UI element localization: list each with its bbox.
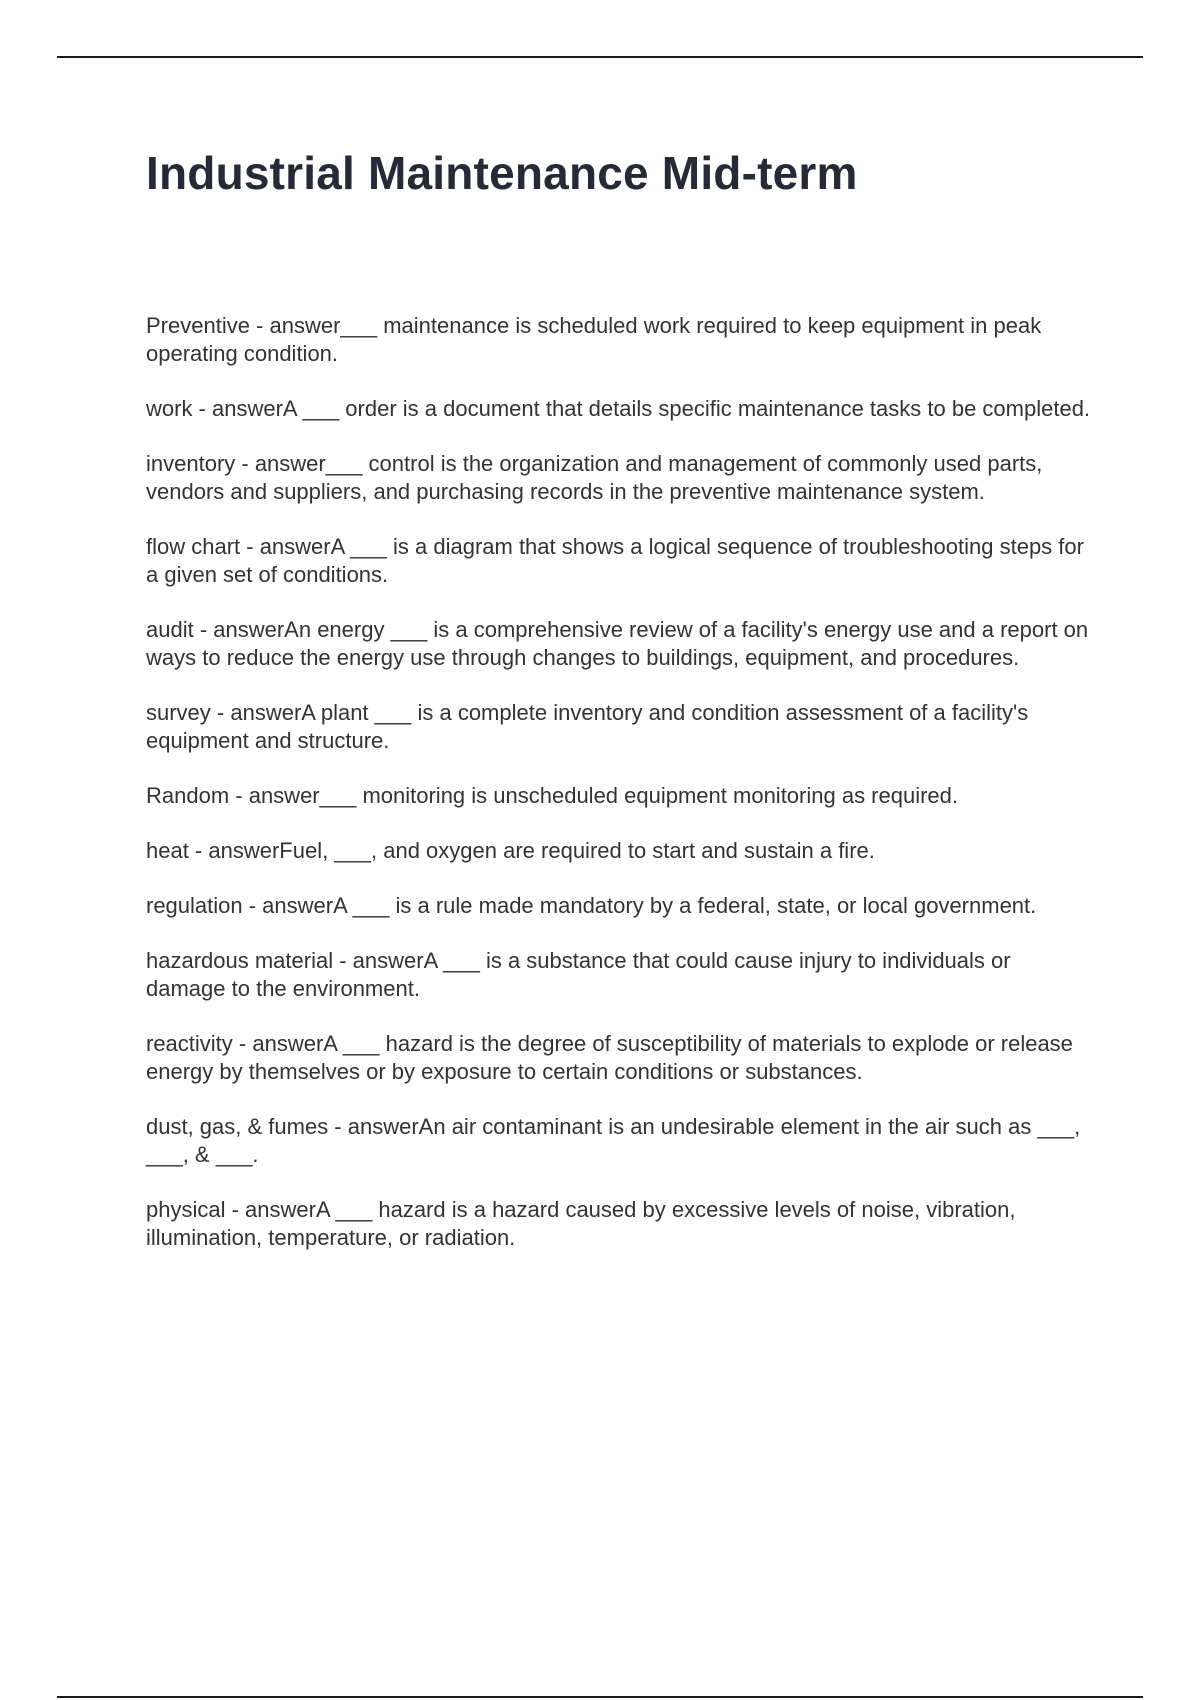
qa-item-physical: physical - answerA ___ hazard is a hazard caused by excessive levels of noise, vibration, illumination, temperature, or radiation. [146, 1197, 1016, 1250]
qa-item-flow-chart: flow chart - answerA ___ is a diagram that shows a logical sequence of troubleshooting steps for a given set of conditions. [146, 534, 1084, 587]
page-title: Industrial Maintenance Mid-term [146, 147, 858, 199]
qa-item-audit: audit - answerAn energy ___ is a comprehensive review of a facility's energy use and a report on ways to reduce the energy use through changes to buildings, equipment, and procedures. [146, 617, 1089, 670]
top-rule [57, 56, 1143, 58]
qa-item-survey: survey - answerA plant ___ is a complete inventory and condition assessment of a facility's equipment and structure. [146, 700, 1029, 753]
qa-list [146, 312, 1096, 1279]
qa-item-preventive: Preventive - answer___ maintenance is scheduled work required to keep equipment in peak operating condition. [146, 313, 1042, 366]
qa-item-random: Random - answer___ monitoring is unscheduled equipment monitoring as required. [146, 783, 959, 808]
qa-item-heat: heat - answerFuel, ___, and oxygen are required to start and sustain a fire. [146, 838, 875, 863]
qa-item-dust-gas-fumes: dust, gas, & fumes - answerAn air contaminant is an undesirable element in the air such as ___, ___, & ___. [146, 1114, 1081, 1167]
qa-item-inventory: inventory - answer___ control is the organization and management of commonly used parts, vendors and suppliers, and purchasing records in the preventive maintenance system. [146, 451, 1043, 504]
qa-item-work: work - answerA ___ order is a document that details specific maintenance tasks to be completed. [146, 396, 1091, 421]
qa-item-reactivity: reactivity - answerA ___ hazard is the degree of susceptibility of materials to explode or release energy by themselves or by exposure to certain conditions or substances. [146, 1031, 1073, 1084]
qa-item-hazardous-material: hazardous material - answerA ___ is a substance that could cause injury to individuals or damage to the environment. [146, 948, 1011, 1001]
qa-item-regulation: regulation - answerA ___ is a rule made mandatory by a federal, state, or local government. [146, 893, 1037, 918]
bottom-rule [57, 1696, 1143, 1698]
